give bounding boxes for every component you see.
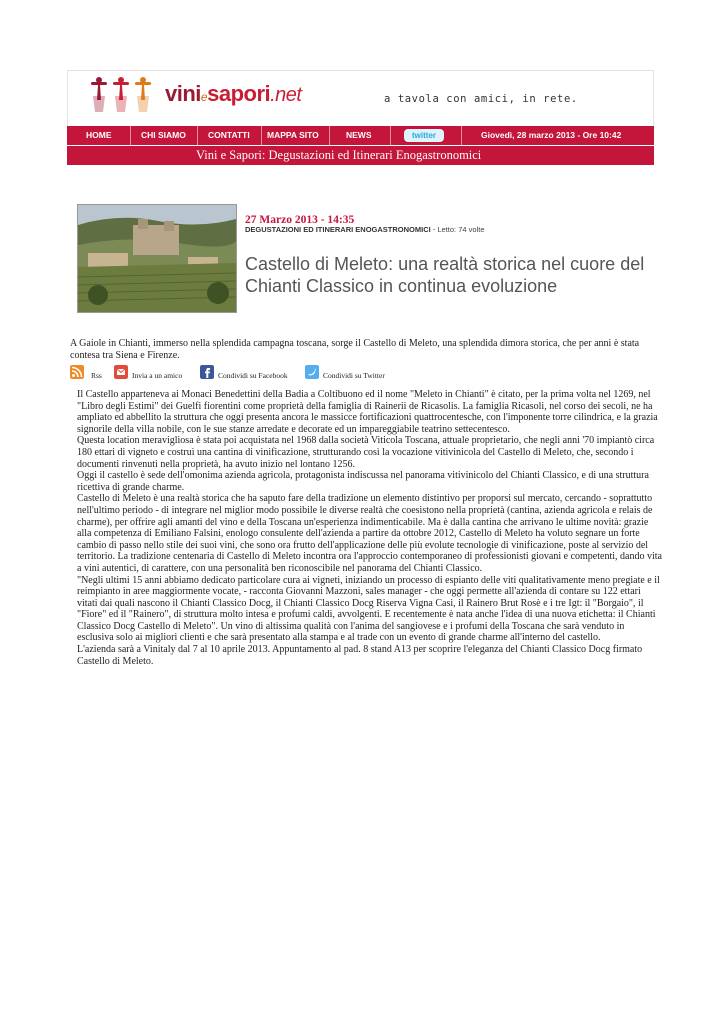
nav-separator [461, 126, 462, 145]
article-category[interactable]: DEGUSTAZIONI ED ITINERARI ENOGASTRONOMICI [245, 225, 431, 234]
share-bar [70, 365, 470, 381]
tagline: a tavola con amici, in rete. [384, 93, 578, 105]
brand-e: e [200, 90, 208, 104]
nav-separator [390, 126, 391, 145]
section-title: Vini e Sapori: Degustazioni ed Itinerari Enogastronomici [196, 148, 482, 162]
email-friend-label: Invia a un amico [132, 371, 183, 380]
article-paragraph: L'azienda sarà a Vinitaly dal 7 al 10 aprile 2013. Appuntamento al pad. 8 stand A13 per scoprire l'eleganza del Chianti Classico Docg firmato Castello di Meleto. [77, 644, 643, 667]
section-bar [67, 146, 654, 165]
nav-separator [329, 126, 330, 145]
twitter-bird-icon [305, 365, 319, 379]
corkscrew-logo-icon [88, 74, 156, 116]
article-title: Castello di Meleto: una realtà storica nel cuore del Chianti Classico in continua evoluzione [245, 254, 645, 296]
article-paragraph: Castello di Meleto è una realtà storica che ha saputo fare della tradizione un elemento distintivo per proporsi sul mercato, cercando - soprattutto nell'ultimo periodo - di integrare nel miglior modo possibile le diverse realtà che coesistono nella proprietà (cantina, azienda agricola e relais de charme), per offrire agli amanti del vino e della Toscana un'esperienza indimenticabile. Ma è dalla cantina che arrivano le ultime novità: grazie alla competenza di Emiliano Falsini, enologo consulente dell'azienda a partire da ottobre 2012, Castello di Meleto ha voluto segnare un forte cambio di passo nello stile dei suoi vini, che sono ora frutto dell'applicazione delle più evolute tecnologie di vinificazione, poste al servizio del territorio. La tradizione centenaria di Castello di Meleto incontra ora l'approccio contemporaneo di professionisti giovani e competenti, dando vita a vini autentici, di carattere, con una personalità ben riconoscibile nel panorama del Chianti Classico. [77, 493, 662, 574]
rss-label: Rss [91, 371, 102, 380]
brand-sapori: sapori [207, 81, 271, 106]
article-paragraph: Oggi il castello è sede dell'omonima azienda agricola, protagonista indiscussa nel panorama vitivinicolo del Chianti Classico, e di una struttura ricettiva di grande charme. [77, 470, 649, 493]
send-to-friend-icon [114, 365, 128, 379]
site-logo[interactable] [165, 81, 301, 107]
article-intro: A Gaiole in Chianti, immerso nella splendida campagna toscana, sorge il Castello di Meleto, una splendida dimora storica, che per anni è stata contesa tra Siena e Firenze. [70, 338, 640, 361]
nav-separator [197, 126, 198, 145]
read-count: - Letto: 74 volte [430, 225, 485, 234]
nav-separator [261, 126, 262, 145]
nav-separator [130, 126, 131, 145]
twitter-share-label: Condividi su Twitter [323, 371, 385, 380]
nav-mappa-sito[interactable]: MAPPA SITO [267, 130, 319, 140]
article-paragraph: "Negli ultimi 15 anni abbiamo dedicato particolare cura ai vigneti, iniziando un processo di espianto delle viti qualitativamente meno pregiate e il reimpianto in aree maggiormente vocate, - racconta Giovanni Mazzoni, sales manager - che oggi permette all'azienda di contare su 122 ettari vitati dai quali nascono il Chianti Classico Docg, il Chianti Classico Docg Riserva Vigna Casi, il Rainero Brut Rosè e i tre Igt: il "Borgaio", il "Fiore" ed il "Rainero", di struttura molto intesa e profumi caldi, avvolgenti. E recentemente è nata anche l'idea di una nuova etichetta: il Chianti Classico Docg Castello di Meleto". Un vino di altissima qualità con l'anima del sangiovese e i profumi della Toscana che sarà venduto in esclusiva solo ai migliori clienti e che sarà presentato alla stampa e al trade con un evento di grande charme all'interno del castello. [77, 574, 660, 644]
current-date: Giovedì, 28 marzo 2013 - Ore 10:42 [481, 130, 622, 140]
brand-vini: vini [165, 81, 201, 106]
article-body [77, 389, 662, 667]
site-header [67, 70, 654, 127]
nav-chi-siamo[interactable]: CHI SIAMO [141, 130, 186, 140]
article-photo [77, 204, 237, 313]
twitter-button[interactable]: twitter [404, 129, 444, 142]
article-date: 27 Marzo 2013 - 14:35 [245, 214, 355, 226]
rss-icon [70, 365, 84, 379]
facebook-share-label: Condividi su Facebook [218, 371, 288, 380]
nav-home[interactable]: HOME [86, 130, 112, 140]
nav-news[interactable]: NEWS [346, 130, 372, 140]
article-paragraph: Il Castello apparteneva ai Monaci Benedettini della Badia a Coltibuono ed il nome "Meleto in Chianti" è citato, per la prima volta nel 1269, nel "Libro degli Estimi" dei Guelfi fiorentini come proprietà della famiglia di Rainerii de Ricasolis. La famiglia Ricasoli, nel corso dei secoli, ne ha ampliato ed abbellito la struttura che oggi presenta ancora le massicce fortificazioni quattrocentesche, con l'imponente torre cilindrica, e la grazia signorile della villa nobile, con le sue stanze arredate e decorate ed un impareggiabile teatrino settecentesco. [77, 389, 658, 435]
main-nav [67, 126, 654, 145]
nav-contatti[interactable]: CONTATTI [208, 130, 250, 140]
article-meta [245, 225, 485, 234]
facebook-icon [200, 365, 214, 379]
article-paragraph: Questa location meravigliosa è stata poi acquistata nel 1968 dalla società Viticola Toscana, attuale proprietario, che negli anni '70 impiantò circa 180 ettari di vigneto e costruì una cantina di vinificazione, strutturando così la vocazione vitivinicola del Castello di Meleto, che, secondo i documenti rinvenuti nella proprietà, ha avuto inizio nel lontano 1256. [77, 435, 655, 470]
brand-net: .net [270, 84, 302, 106]
